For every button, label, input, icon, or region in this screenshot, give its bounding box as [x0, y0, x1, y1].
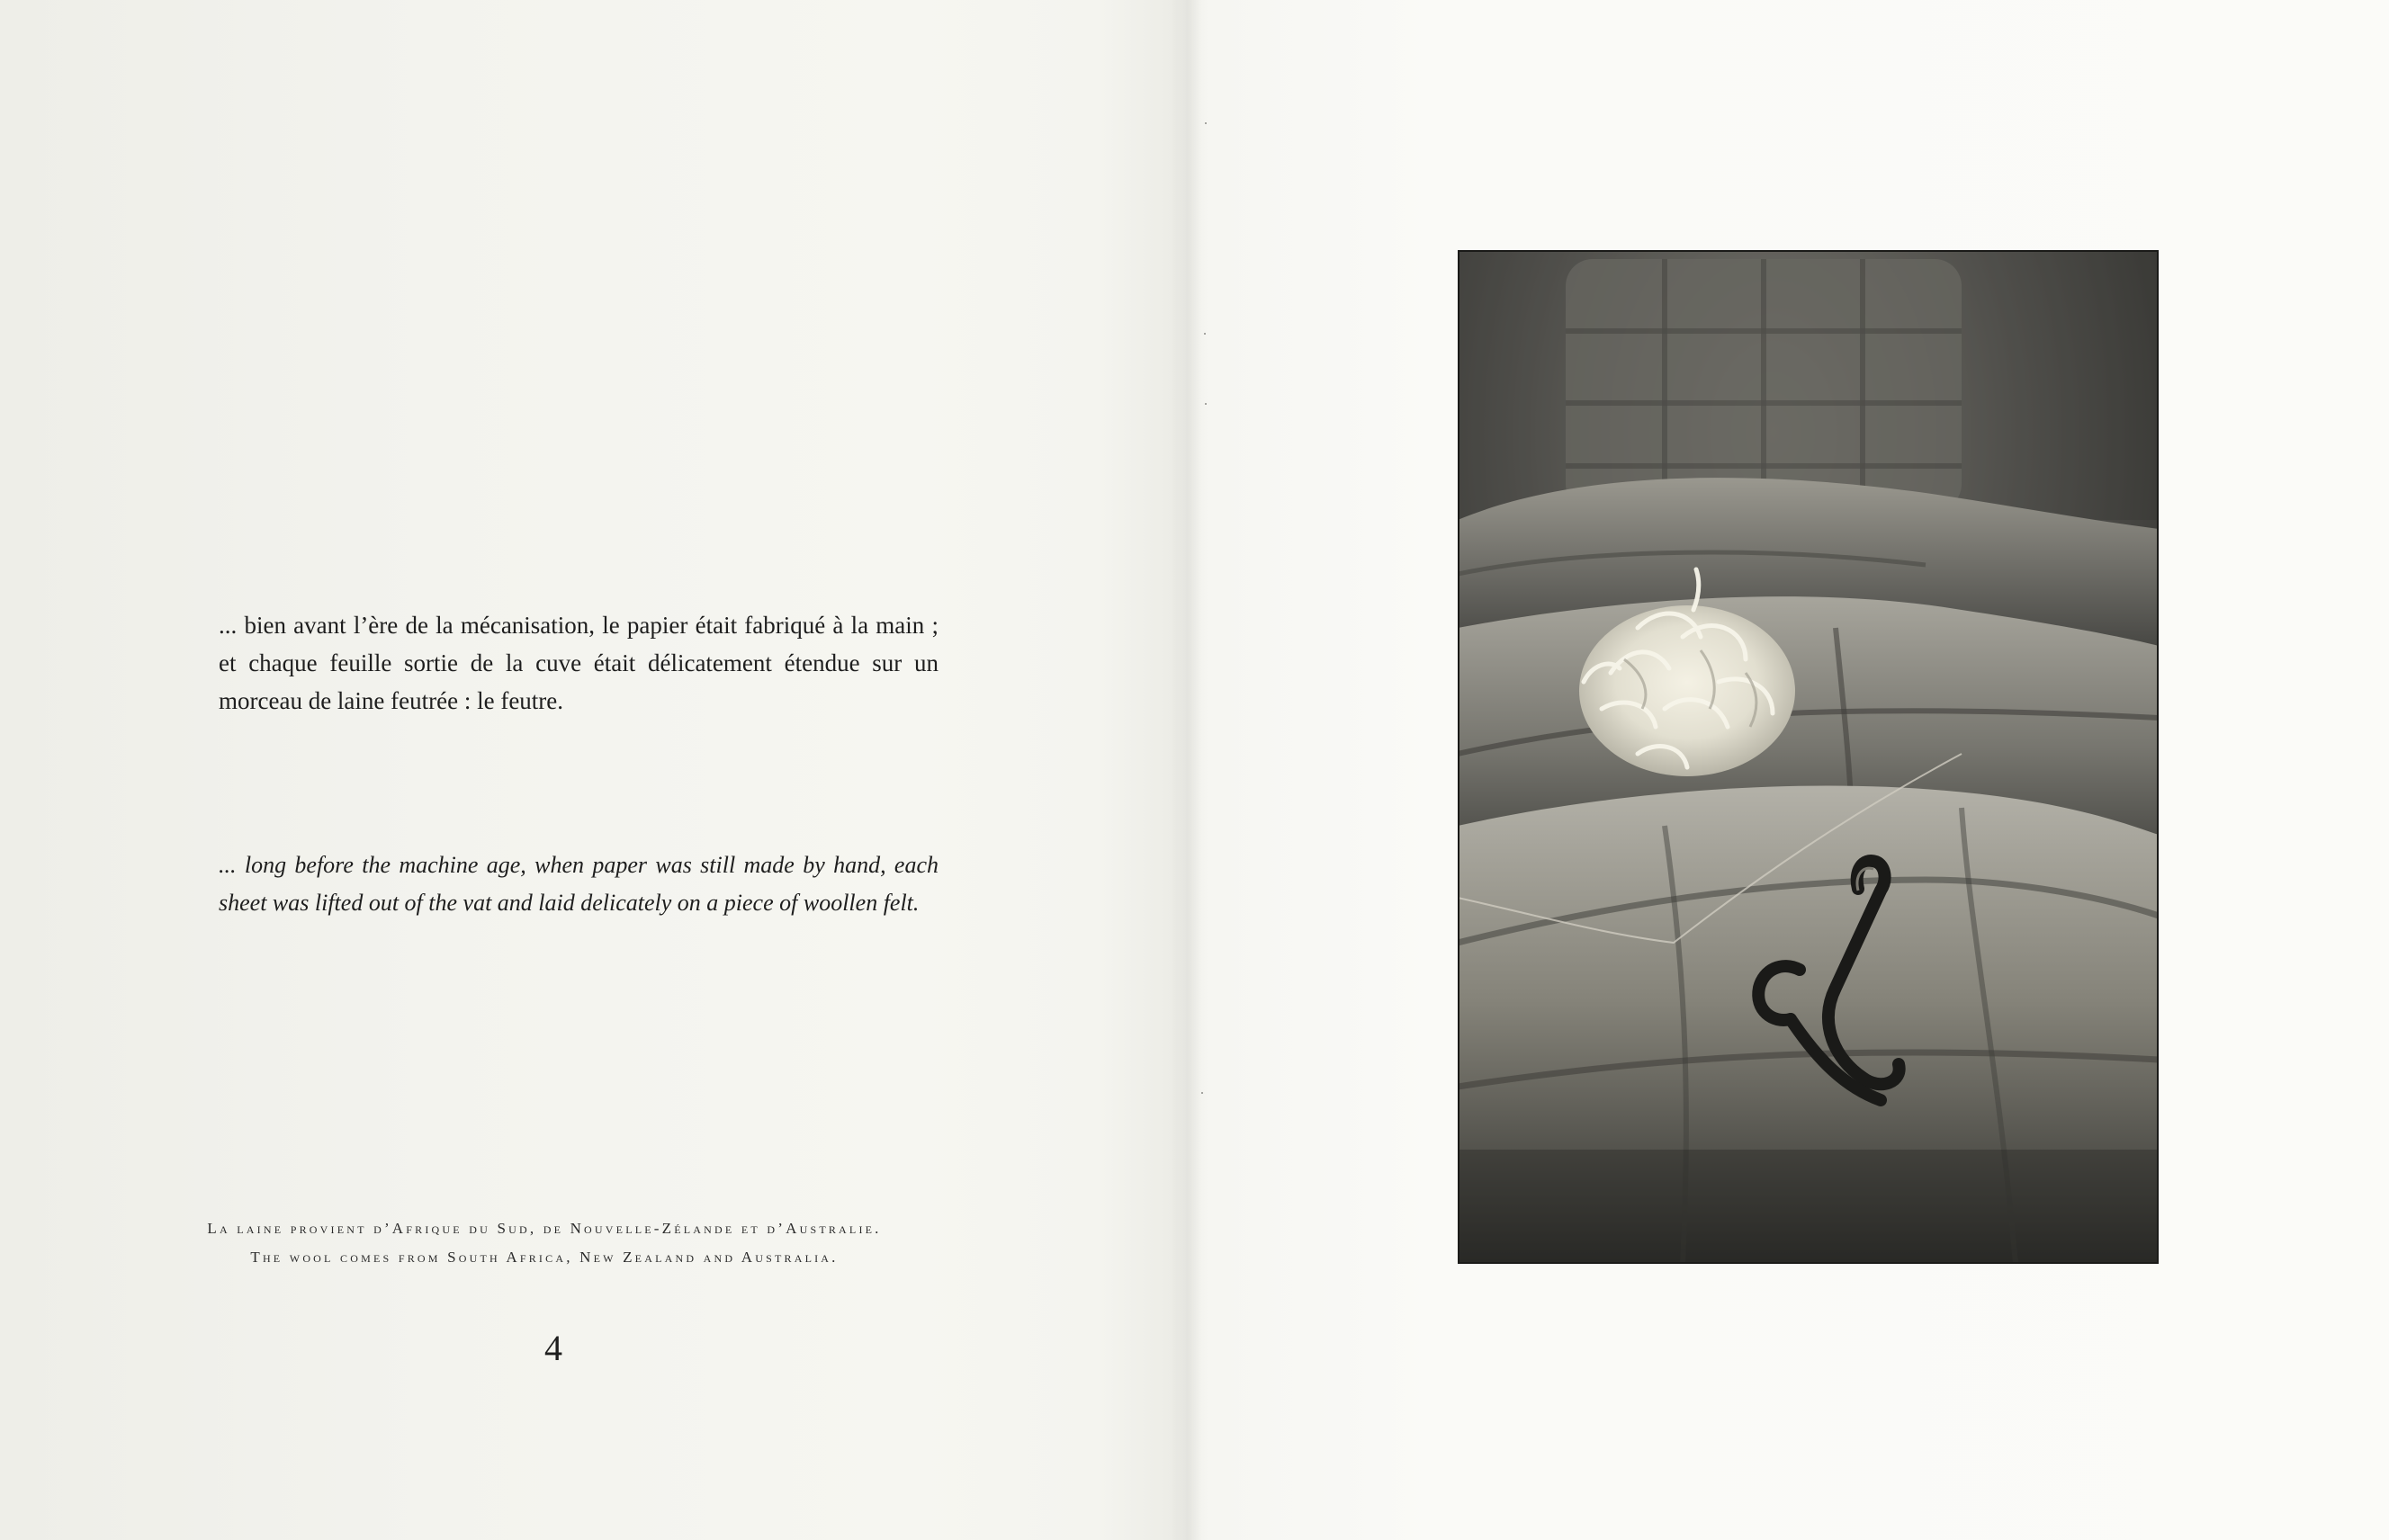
- paper-speck: [1201, 1092, 1203, 1094]
- left-page: [0, 0, 1183, 1540]
- felt-wool-photo-icon: [1458, 250, 2159, 1264]
- caption-english: The wool comes from South Africa, New Zealand and Australia.: [250, 1249, 839, 1266]
- english-paragraph: ... long before the machine age, when paper was still made by hand, each sheet was lifted out of the vat and laid delicately on a piece of woollen felt.: [219, 852, 939, 916]
- paper-speck: [1204, 333, 1206, 335]
- page-number: 4: [544, 1328, 562, 1368]
- paper-speck: [1205, 403, 1207, 405]
- felt-wool-photo: [1458, 250, 2159, 1264]
- paper-speck: [1205, 122, 1207, 124]
- french-paragraph: ... bien avant l’ère de la mécanisation, le papier était fabriqué à la main ; et chaque feuille sortie de la cuve était délicatement étendue sur un morceau de laine feutrée : le feutre.: [219, 612, 939, 714]
- caption-french: La laine provient d’Afrique du Sud, de Nouvelle-Zélande et d’Australie.: [207, 1220, 882, 1237]
